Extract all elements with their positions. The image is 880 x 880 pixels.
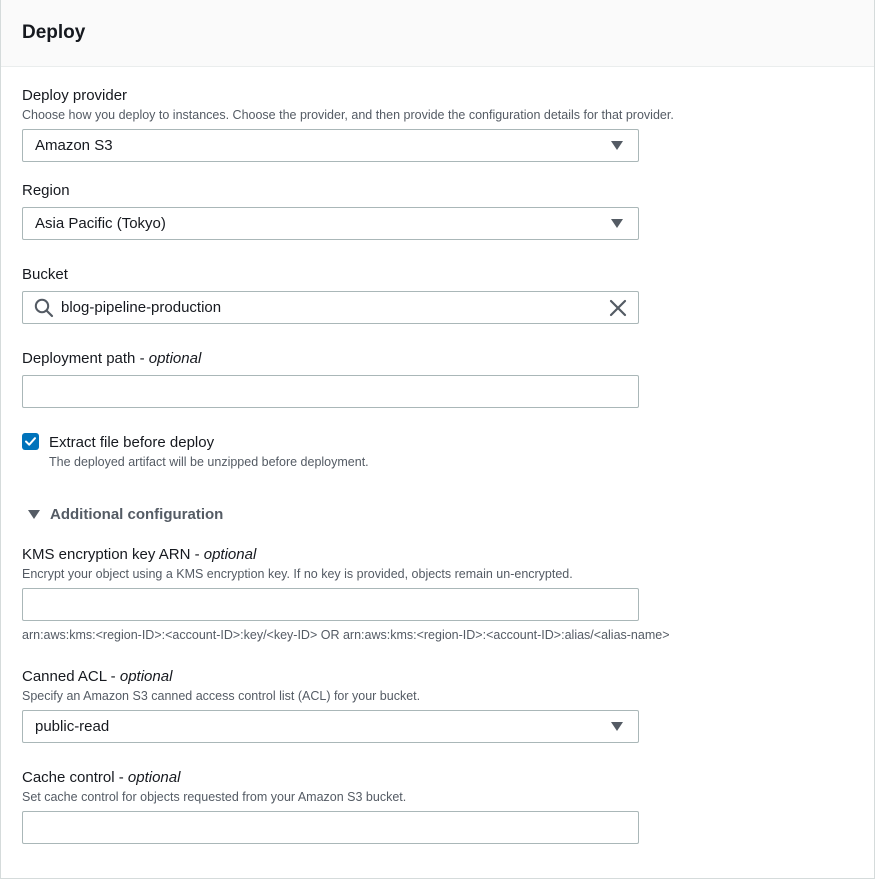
deployment-path-label: Deployment path - optional	[22, 350, 202, 367]
caret-down-icon	[28, 510, 40, 519]
checkmark-icon	[24, 435, 37, 448]
region-value: Asia Pacific (Tokyo)	[35, 215, 166, 232]
cache-control-input[interactable]	[22, 811, 639, 844]
canned-acl-description: Specify an Amazon S3 canned access control list (ACL) for your bucket.	[22, 689, 421, 703]
canned-acl-label: Canned ACL - optional	[22, 668, 173, 685]
kms-label-text: KMS encryption key ARN	[22, 546, 191, 563]
deploy-provider-select[interactable]	[22, 129, 639, 162]
additional-configuration-toggle[interactable]	[28, 506, 223, 523]
canned-acl-label-text: Canned ACL	[22, 668, 107, 685]
extract-checkbox[interactable]	[22, 433, 39, 450]
bucket-label: Bucket	[22, 266, 68, 283]
deploy-provider-value: Amazon S3	[35, 137, 113, 154]
caret-down-icon	[611, 219, 623, 228]
extract-label: Extract file before deploy	[49, 434, 215, 451]
search-icon	[33, 297, 55, 319]
bucket-value: blog-pipeline-production	[61, 299, 222, 316]
kms-description: Encrypt your object using a KMS encryption key. If no key is provided, objects remain un-encrypted.	[22, 567, 573, 581]
cache-control-label: Cache control - optional	[22, 769, 181, 786]
kms-label: KMS encryption key ARN - optional	[22, 546, 257, 563]
canned-acl-select[interactable]	[22, 710, 639, 743]
caret-down-icon	[611, 722, 623, 731]
deployment-path-input[interactable]	[22, 375, 639, 408]
optional-tag: optional	[203, 546, 257, 563]
additional-configuration-label: Additional configuration	[50, 506, 224, 523]
kms-format-hint: arn:aws:kms:<region-ID>:<account-ID>:key/<key-ID> OR arn:aws:kms:<region-ID>:<account-ID>:alias/<alias-name>	[22, 628, 670, 642]
canned-acl-value: public-read	[35, 718, 110, 735]
deployment-path-label-text: Deployment path	[22, 350, 136, 367]
panel-title: Deploy	[22, 22, 86, 43]
cache-control-description: Set cache control for objects requested from your Amazon S3 bucket.	[22, 790, 407, 804]
extract-description: The deployed artifact will be unzipped before deployment.	[49, 455, 369, 469]
optional-tag: optional	[119, 668, 173, 685]
clear-icon[interactable]	[607, 297, 629, 319]
deploy-provider-description: Choose how you deploy to instances. Choose the provider, and then provide the configuration details for that provider.	[22, 108, 674, 122]
cache-control-label-text: Cache control	[22, 769, 115, 786]
region-label: Region	[22, 182, 70, 199]
optional-tag: optional	[127, 769, 181, 786]
caret-down-icon	[611, 141, 623, 150]
optional-tag: optional	[148, 350, 202, 367]
region-select[interactable]	[22, 207, 639, 240]
deploy-provider-label: Deploy provider	[22, 87, 128, 104]
bucket-search-input[interactable]	[22, 291, 639, 324]
panel-header	[1, 0, 874, 67]
kms-key-input[interactable]	[22, 588, 639, 621]
